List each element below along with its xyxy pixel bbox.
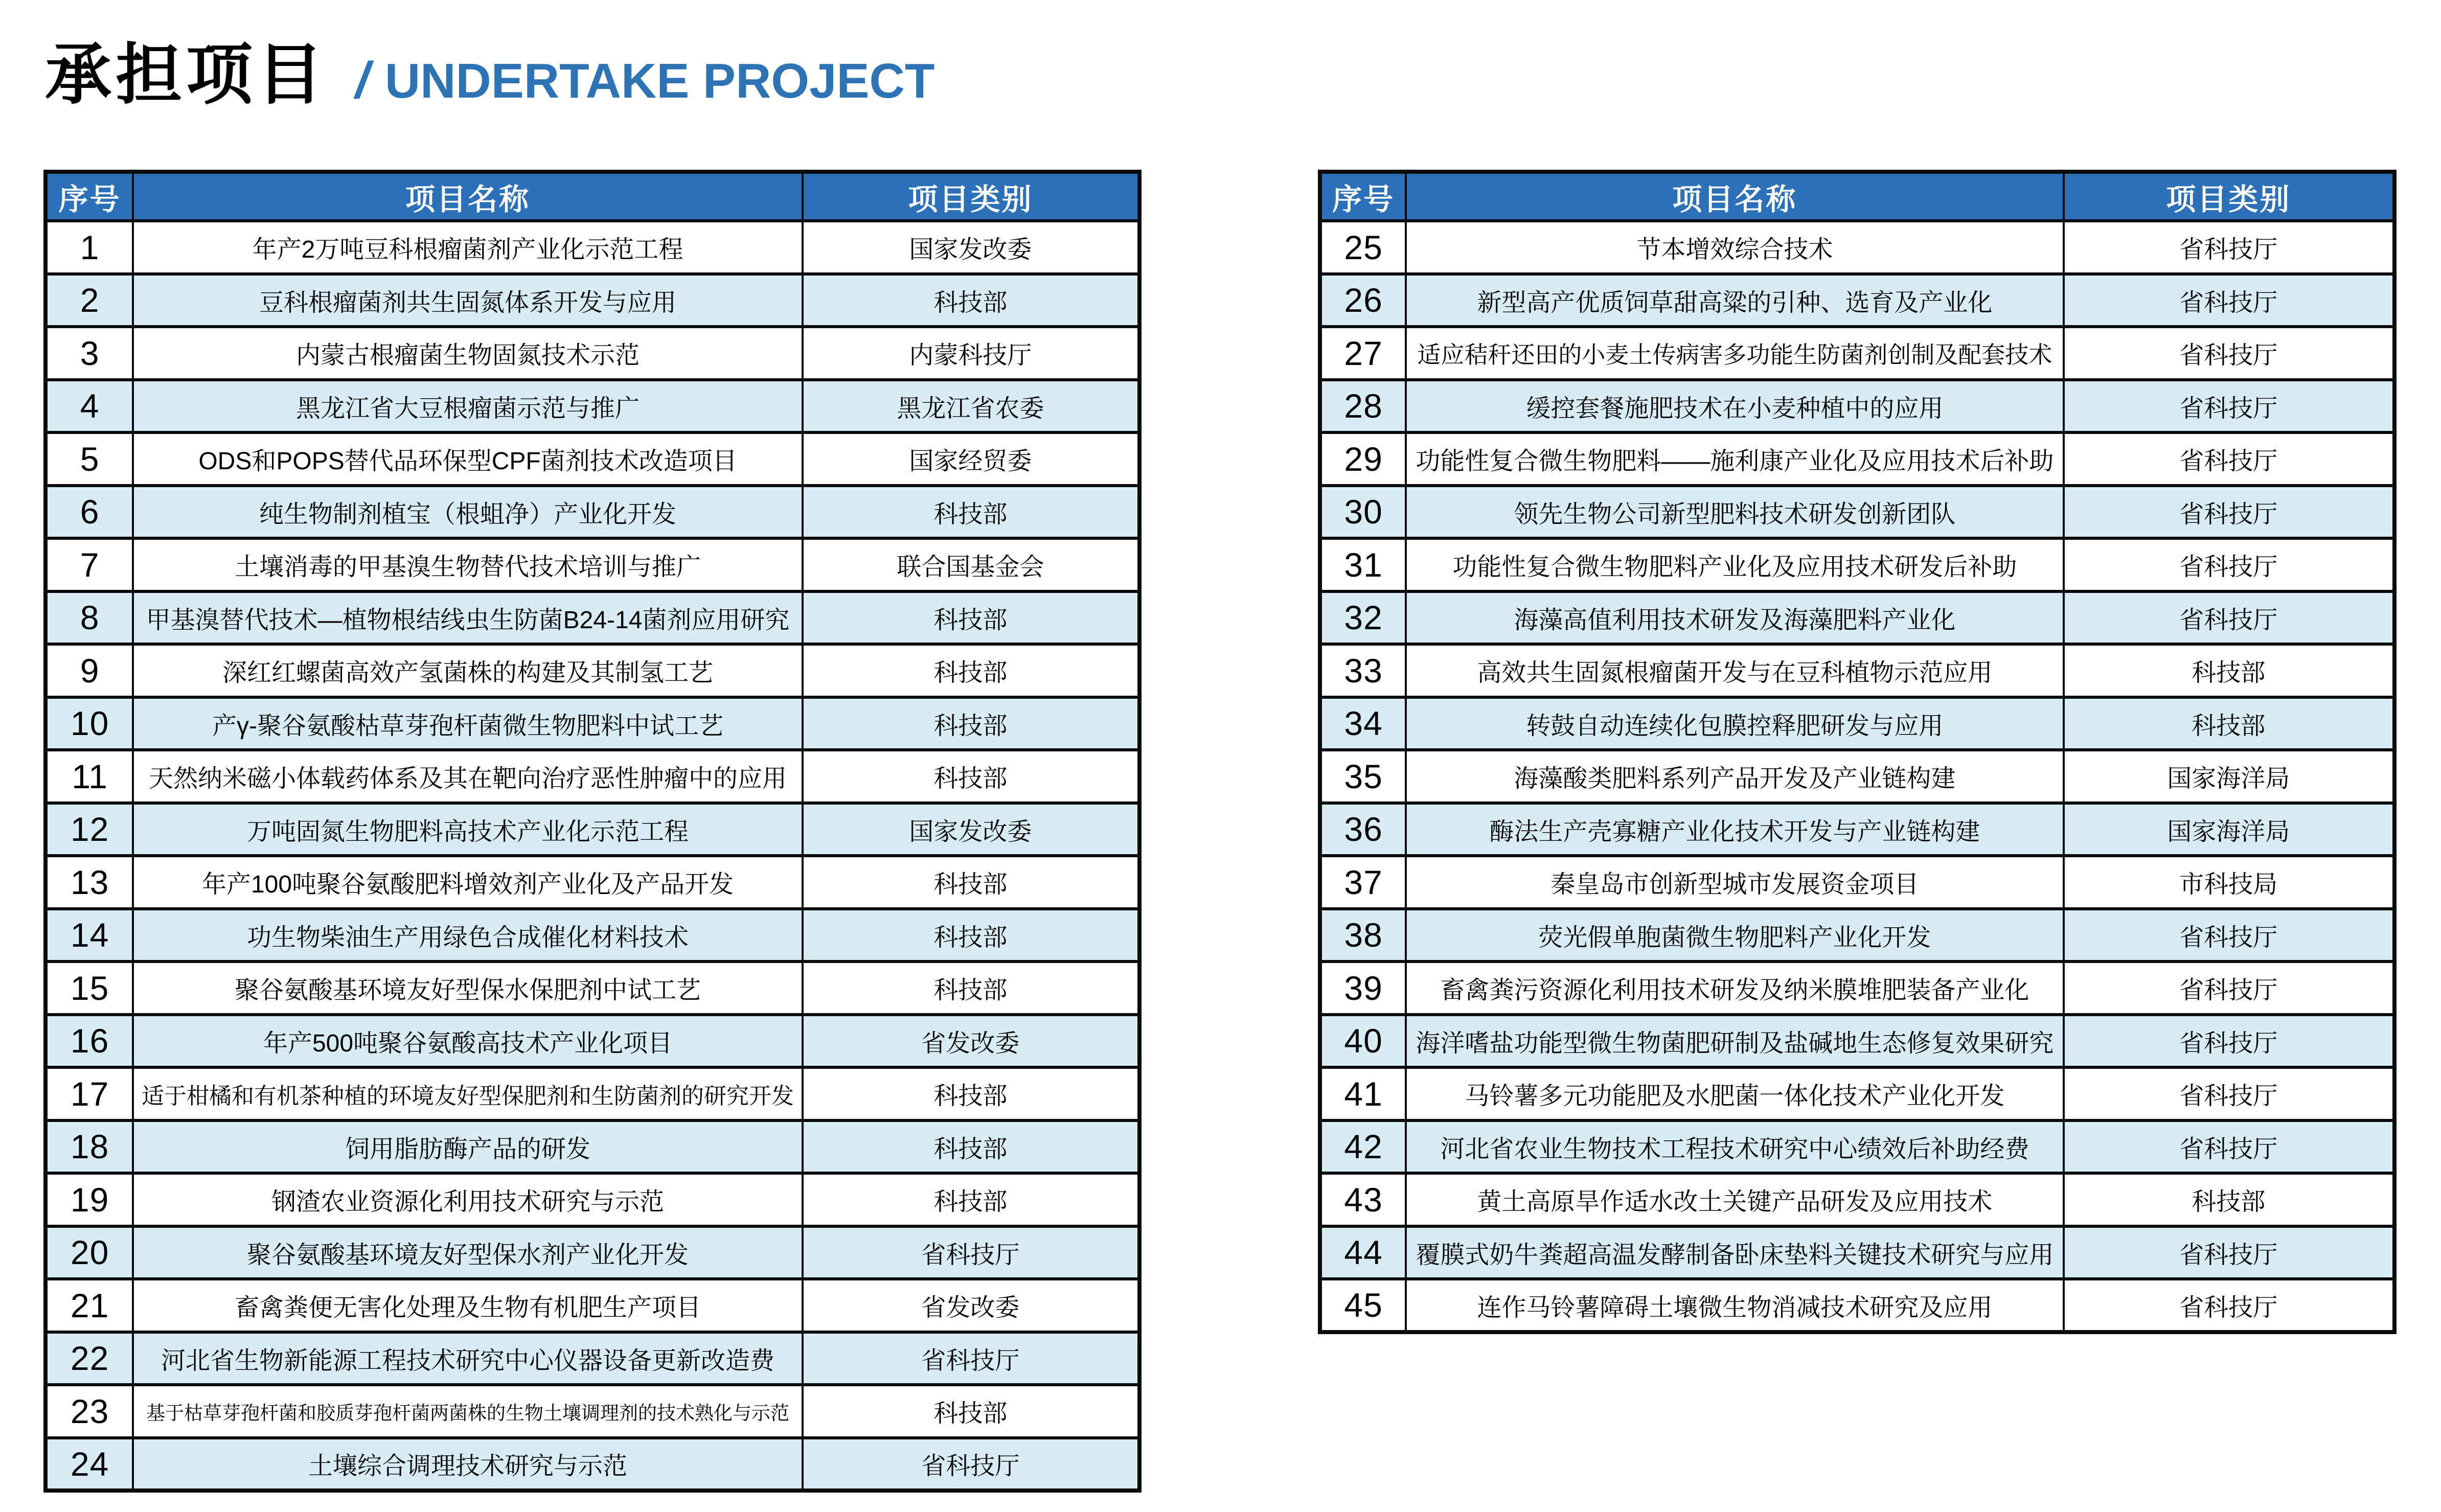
project-name: 海藻酸类肥料系列产品开发及产业链构建: [1406, 750, 2063, 803]
row-number: 39: [1320, 961, 1406, 1015]
project-name: 钢渣农业资源化利用技术研究与示范: [133, 1173, 803, 1226]
project-name: 畜禽粪便无害化处理及生物有机肥生产项目: [133, 1279, 803, 1332]
table-row: [1320, 803, 2394, 856]
project-category: 科技部: [803, 961, 1139, 1015]
project-category: 省科技厅: [2064, 327, 2394, 380]
row-number: 33: [1320, 644, 1406, 697]
project-category: 科技部: [2064, 644, 2394, 697]
table-row: [1320, 221, 2394, 274]
row-number: 42: [1320, 1120, 1406, 1174]
project-category: 科技部: [2064, 697, 2394, 750]
project-name: 土壤消毒的甲基溴生物替代技术培训与推广: [133, 538, 803, 591]
project-category: 省科技厅: [803, 1226, 1139, 1279]
page-title-en: UNDERTAKE PROJECT: [384, 54, 935, 108]
table-row: [45, 1120, 1139, 1174]
row-number: 17: [45, 1067, 133, 1120]
table-row: [45, 274, 1139, 327]
project-name: 马铃薯多元功能肥及水肥菌一体化技术产业化开发: [1406, 1067, 2063, 1120]
project-name: 连作马铃薯障碍土壤微生物消减技术研究及应用: [1406, 1279, 2063, 1332]
row-number: 22: [45, 1332, 133, 1385]
table-row: [1320, 486, 2394, 539]
row-number: 27: [1320, 327, 1406, 380]
row-number: 14: [45, 909, 133, 962]
row-number: 37: [1320, 856, 1406, 909]
project-name: 功生物柴油生产用绿色合成催化材料技术: [133, 909, 803, 962]
row-number: 35: [1320, 750, 1406, 803]
row-number: 36: [1320, 803, 1406, 856]
table-row: [45, 1226, 1139, 1279]
project-name: 黄土高原旱作适水改土关键产品研发及应用技术: [1406, 1173, 2063, 1226]
project-name: 海藻高值利用技术研发及海藻肥料产业化: [1406, 591, 2063, 645]
project-category: 国家海洋局: [2064, 750, 2394, 803]
project-name: 万吨固氮生物肥料高技术产业化示范工程: [133, 803, 803, 856]
project-category: 科技部: [803, 1120, 1139, 1174]
project-name: 豆科根瘤菌剂共生固氮体系开发与应用: [133, 274, 803, 327]
project-category: 科技部: [803, 274, 1139, 327]
project-name: 荧光假单胞菌微生物肥料产业化开发: [1406, 909, 2063, 962]
project-category: 科技部: [803, 909, 1139, 962]
project-name: 内蒙古根瘤菌生物固氮技术示范: [133, 327, 803, 380]
row-number: 29: [1320, 432, 1406, 486]
project-category: 省科技厅: [2064, 1279, 2394, 1332]
row-number: 13: [45, 856, 133, 909]
project-name: 年产100吨聚谷氨酸肥料增效剂产业化及产品开发: [133, 856, 803, 909]
project-name: 年产2万吨豆科根瘤菌剂产业化示范工程: [133, 221, 803, 274]
project-category: 联合国基金会: [803, 538, 1139, 591]
project-name: 节本增效综合技术: [1406, 221, 2063, 274]
row-number: 15: [45, 961, 133, 1015]
table-row: [1320, 750, 2394, 803]
project-name: 纯生物制剂植宝（根蛆净）产业化开发: [133, 486, 803, 539]
row-number: 16: [45, 1015, 133, 1068]
table-row: [45, 380, 1139, 433]
project-category: 科技部: [803, 644, 1139, 697]
table-row: [1320, 327, 2394, 380]
project-category: 国家发改委: [803, 803, 1139, 856]
project-category: 科技部: [803, 591, 1139, 645]
row-number: 34: [1320, 697, 1406, 750]
row-number: 10: [45, 697, 133, 750]
project-category: 省科技厅: [2064, 591, 2394, 645]
table-row: [45, 591, 1139, 645]
column-header-name: 项目名称: [1406, 172, 2063, 221]
projects-table-left: [43, 170, 1142, 1493]
project-category: 省科技厅: [803, 1438, 1139, 1491]
project-category: 省科技厅: [2064, 909, 2394, 962]
row-number: 5: [45, 432, 133, 486]
column-header-name: 项目名称: [133, 172, 803, 221]
project-category: 科技部: [2064, 1173, 2394, 1226]
project-name: 基于枯草芽孢杆菌和胶质芽孢杆菌两菌株的生物土壤调理剂的技术熟化与示范: [133, 1385, 803, 1438]
project-category: 省科技厅: [2064, 538, 2394, 591]
project-name: 转鼓自动连续化包膜控释肥研发与应用: [1406, 697, 2063, 750]
project-category: 科技部: [803, 1173, 1139, 1226]
table-row: [45, 1279, 1139, 1332]
project-category: 国家海洋局: [2064, 803, 2394, 856]
project-name: 覆膜式奶牛粪超高温发酵制备卧床垫料关键技术研究与应用: [1406, 1226, 2063, 1279]
row-number: 11: [45, 750, 133, 803]
table-row: [45, 1438, 1139, 1491]
project-category: 省科技厅: [2064, 961, 2394, 1015]
table-row: [1320, 432, 2394, 486]
row-number: 8: [45, 591, 133, 645]
project-category: 科技部: [803, 1385, 1139, 1438]
table-row: [45, 432, 1139, 486]
project-name: 河北省农业生物技术工程技术研究中心绩效后补助经费: [1406, 1120, 2063, 1174]
project-category: 科技部: [803, 697, 1139, 750]
project-category: 省科技厅: [2064, 274, 2394, 327]
row-number: 41: [1320, 1067, 1406, 1120]
project-category: 省发改委: [803, 1279, 1139, 1332]
row-number: 44: [1320, 1226, 1406, 1279]
row-number: 4: [45, 380, 133, 433]
row-number: 12: [45, 803, 133, 856]
project-name: 甲基溴替代技术—植物根结线虫生防菌B24-14菌剂应用研究: [133, 591, 803, 645]
row-number: 25: [1320, 221, 1406, 274]
project-name: 深红红螺菌高效产氢菌株的构建及其制氢工艺: [133, 644, 803, 697]
table-row: [1320, 591, 2394, 645]
column-header-category: 项目类别: [803, 172, 1139, 221]
table-row: [1320, 856, 2394, 909]
project-category: 国家发改委: [803, 221, 1139, 274]
row-number: 6: [45, 486, 133, 539]
project-category: 国家经贸委: [803, 432, 1139, 486]
table-row: [45, 1332, 1139, 1385]
page-title: [45, 21, 934, 117]
project-name: 土壤综合调理技术研究与示范: [133, 1438, 803, 1491]
project-name: 酶法生产壳寡糖产业化技术开发与产业链构建: [1406, 803, 2063, 856]
project-category: 科技部: [803, 486, 1139, 539]
column-header-no: 序号: [1320, 172, 1406, 221]
table-row: [1320, 644, 2394, 697]
table-row: [1320, 1015, 2394, 1068]
table-row: [1320, 961, 2394, 1015]
project-name: 年产500吨聚谷氨酸高技术产业化项目: [133, 1015, 803, 1068]
table-row: [1320, 380, 2394, 433]
table-row: [1320, 1226, 2394, 1279]
table-row: [45, 644, 1139, 697]
project-name: 畜禽粪污资源化利用技术研发及纳米膜堆肥装备产业化: [1406, 961, 2063, 1015]
row-number: 3: [45, 327, 133, 380]
project-category: 省科技厅: [803, 1332, 1139, 1385]
table-row: [1320, 1120, 2394, 1174]
table-row: [45, 221, 1139, 274]
row-number: 32: [1320, 591, 1406, 645]
project-category: 科技部: [803, 750, 1139, 803]
row-number: 43: [1320, 1173, 1406, 1226]
table-row: [45, 1385, 1139, 1438]
project-category: 科技部: [803, 1067, 1139, 1120]
table-row: [1320, 1279, 2394, 1332]
projects-table-right: [1318, 170, 2397, 1334]
row-number: 2: [45, 274, 133, 327]
project-category: 省科技厅: [2064, 221, 2394, 274]
project-category: 省科技厅: [2064, 1015, 2394, 1068]
project-category: 省科技厅: [2064, 1226, 2394, 1279]
table-row: [1320, 274, 2394, 327]
column-header-no: 序号: [45, 172, 133, 221]
project-category: 省科技厅: [2064, 486, 2394, 539]
project-category: 黑龙江省农委: [803, 380, 1139, 433]
table-row: [1320, 697, 2394, 750]
row-number: 9: [45, 644, 133, 697]
table-row: [45, 856, 1139, 909]
table-row: [45, 327, 1139, 380]
row-number: 30: [1320, 486, 1406, 539]
project-name: 适于柑橘和有机茶种植的环境友好型保肥剂和生防菌剂的研究开发: [133, 1067, 803, 1120]
project-name: 领先生物公司新型肥料技术研发创新团队: [1406, 486, 2063, 539]
row-number: 31: [1320, 538, 1406, 591]
table-row: [45, 486, 1139, 539]
project-name: 功能性复合微生物肥料——施利康产业化及应用技术后补助: [1406, 432, 2063, 486]
project-category: 省发改委: [803, 1015, 1139, 1068]
project-name: 缓控套餐施肥技术在小麦种植中的应用: [1406, 380, 2063, 433]
table-row: [45, 538, 1139, 591]
table-row: [45, 909, 1139, 962]
row-number: 26: [1320, 274, 1406, 327]
table-row: [1320, 1067, 2394, 1120]
project-name: 产γ-聚谷氨酸枯草芽孢杆菌微生物肥料中试工艺: [133, 697, 803, 750]
project-name: 秦皇岛市创新型城市发展资金项目: [1406, 856, 2063, 909]
project-category: 省科技厅: [2064, 1120, 2394, 1174]
project-name: ODS和POPS替代品环保型CPF菌剂技术改造项目: [133, 432, 803, 486]
table-row: [45, 1067, 1139, 1120]
column-header-category: 项目类别: [2064, 172, 2394, 221]
project-category: 市科技局: [2064, 856, 2394, 909]
row-number: 28: [1320, 380, 1406, 433]
project-name: 黑龙江省大豆根瘤菌示范与推广: [133, 380, 803, 433]
project-name: 天然纳米磁小体载药体系及其在靶向治疗恶性肿瘤中的应用: [133, 750, 803, 803]
row-number: 21: [45, 1279, 133, 1332]
project-category: 科技部: [803, 856, 1139, 909]
project-category: 省科技厅: [2064, 1067, 2394, 1120]
table-row: [45, 803, 1139, 856]
project-category: 省科技厅: [2064, 432, 2394, 486]
project-name: 聚谷氨酸基环境友好型保水保肥剂中试工艺: [133, 961, 803, 1015]
row-number: 18: [45, 1120, 133, 1174]
row-number: 24: [45, 1438, 133, 1491]
row-number: 23: [45, 1385, 133, 1438]
row-number: 38: [1320, 909, 1406, 962]
table-header-row: [45, 172, 1139, 221]
project-name: 聚谷氨酸基环境友好型保水剂产业化开发: [133, 1226, 803, 1279]
title-divider: /: [355, 52, 370, 109]
row-number: 7: [45, 538, 133, 591]
table-header-row: [1320, 172, 2394, 221]
row-number: 19: [45, 1173, 133, 1226]
project-name: 高效共生固氮根瘤菌开发与在豆科植物示范应用: [1406, 644, 2063, 697]
project-name: 饲用脂肪酶产品的研发: [133, 1120, 803, 1174]
table-row: [45, 1015, 1139, 1068]
project-category: 省科技厅: [2064, 380, 2394, 433]
page-title-cn: 承担项目: [45, 37, 328, 112]
table-row: [45, 1173, 1139, 1226]
row-number: 1: [45, 221, 133, 274]
project-category: 内蒙科技厅: [803, 327, 1139, 380]
table-row: [45, 961, 1139, 1015]
project-name: 河北省生物新能源工程技术研究中心仪器设备更新改造费: [133, 1332, 803, 1385]
row-number: 45: [1320, 1279, 1406, 1332]
row-number: 20: [45, 1226, 133, 1279]
table-row: [45, 697, 1139, 750]
table-row: [1320, 1173, 2394, 1226]
table-row: [45, 750, 1139, 803]
project-name: 新型高产优质饲草甜高粱的引种、选育及产业化: [1406, 274, 2063, 327]
project-name: 海洋嗜盐功能型微生物菌肥研制及盐碱地生态修复效果研究: [1406, 1015, 2063, 1068]
row-number: 40: [1320, 1015, 1406, 1068]
project-name: 适应秸秆还田的小麦土传病害多功能生防菌剂创制及配套技术: [1406, 327, 2063, 380]
table-row: [1320, 909, 2394, 962]
table-row: [1320, 538, 2394, 591]
project-name: 功能性复合微生物肥料产业化及应用技术研发后补助: [1406, 538, 2063, 591]
